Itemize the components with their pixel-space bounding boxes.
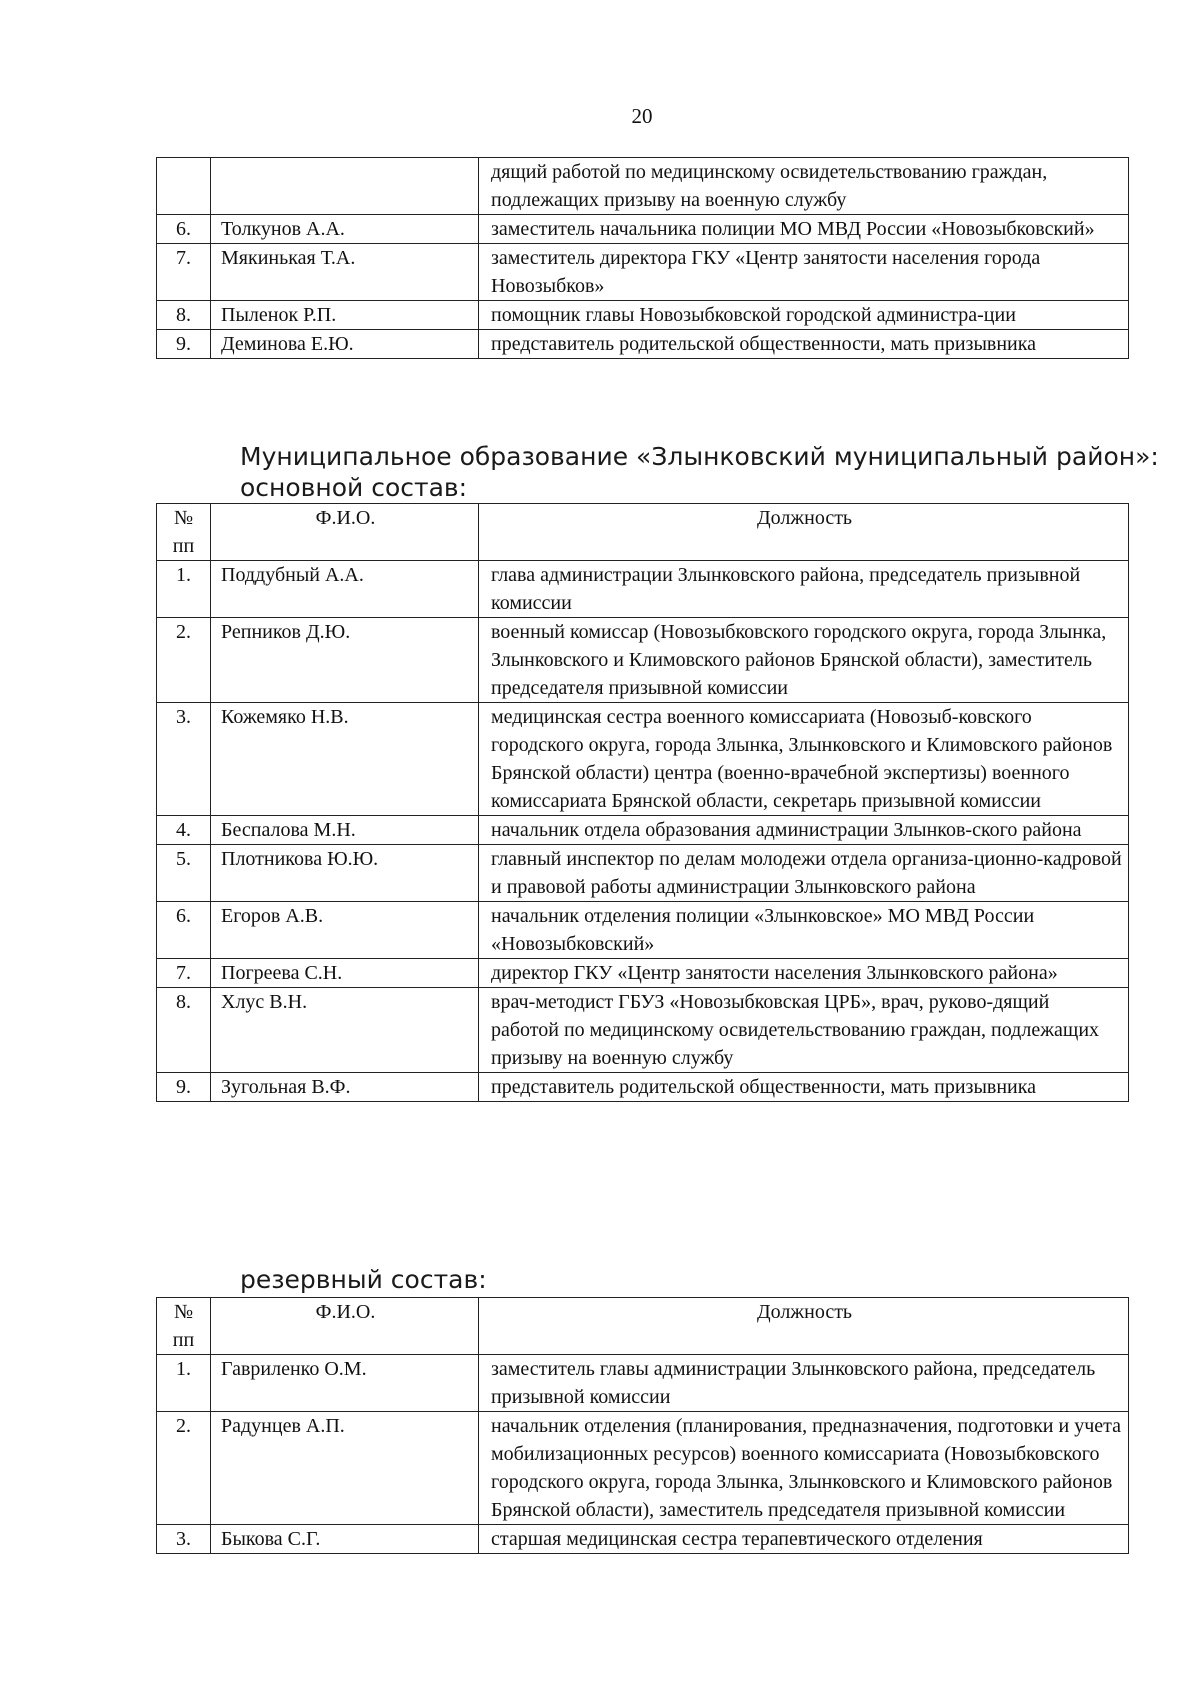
row-name: Беспалова М.Н. (211, 816, 479, 845)
header-number (157, 504, 211, 561)
table-row (157, 561, 1129, 618)
reserve-table (156, 1297, 1129, 1554)
header-position: Должность (479, 504, 1129, 561)
row-name: Мякинькая Т.А. (211, 244, 479, 301)
table-row (157, 988, 1129, 1073)
row-name: Деминова Е.Ю. (211, 330, 479, 359)
row-name: Быкова С.Г. (211, 1525, 479, 1554)
row-position: директор ГКУ «Центр занятости населения Злынковского района» (479, 959, 1129, 988)
row-position: начальник отделения (планирования, предназначения, подготовки и учета мобилизационных ресурсов) военного комиссариата (Новозыбковского городского округа, города Злынка, Злынковского и Климовского районов Брянской области), заместитель председателя призывной комиссии (479, 1412, 1129, 1525)
header-number-line2: пп (172, 1329, 195, 1351)
row-number: 9. (157, 1073, 211, 1102)
table-row (157, 1525, 1129, 1554)
row-name: Репников Д.Ю. (211, 618, 479, 703)
reserve-heading: резервный состав: (240, 1265, 487, 1294)
row-name: Зугольная В.Ф. (211, 1073, 479, 1102)
row-number: 1. (157, 1355, 211, 1412)
row-position: представитель родительской общественности, мать призывника (479, 330, 1129, 359)
row-number: 6. (157, 902, 211, 959)
row-number: 3. (157, 1525, 211, 1554)
row-number: 2. (157, 618, 211, 703)
table-row (157, 1412, 1129, 1525)
section-heading (240, 441, 1159, 503)
row-position: дящий работой по медицинскому освидетельствованию граждан, подлежащих призыву на военную службу (479, 158, 1129, 215)
row-number: 8. (157, 988, 211, 1073)
row-number: 6. (157, 215, 211, 244)
table-row (157, 703, 1129, 816)
header-number (157, 1298, 211, 1355)
table-row (157, 618, 1129, 703)
row-name: Пыленок Р.П. (211, 301, 479, 330)
row-name: Радунцев А.П. (211, 1412, 479, 1525)
header-position: Должность (479, 1298, 1129, 1355)
row-position: начальник отделения полиции «Злынковское» МО МВД России «Новозыбковский» (479, 902, 1129, 959)
row-position: врач-методист ГБУЗ «Новозыбковская ЦРБ», врач, руково-дящий работой по медицинскому освидетельствованию граждан, подлежащих призыву на военную службу (479, 988, 1129, 1073)
continuation-table (156, 157, 1129, 359)
row-number: 7. (157, 244, 211, 301)
table-row (157, 215, 1129, 244)
row-number: 9. (157, 330, 211, 359)
page-number: 20 (631, 104, 653, 128)
row-number: 8. (157, 301, 211, 330)
header-name: Ф.И.О. (211, 504, 479, 561)
header-number-line1: № (173, 1301, 194, 1323)
section-heading-line2: основной состав: (240, 473, 468, 502)
row-position: начальник отдела образования администрации Злынков-ского района (479, 816, 1129, 845)
row-position: заместитель директора ГКУ «Центр занятости населения города Новозыбков» (479, 244, 1129, 301)
table-row (157, 1355, 1129, 1412)
row-name: Егоров А.В. (211, 902, 479, 959)
header-number-line2: пп (172, 535, 195, 557)
row-position: старшая медицинская сестра терапевтического отделения (479, 1525, 1129, 1554)
row-position: заместитель главы администрации Злынковского района, председатель призывной комиссии (479, 1355, 1129, 1412)
row-name: Толкунов А.А. (211, 215, 479, 244)
table-row (157, 1073, 1129, 1102)
table-header-row (157, 504, 1129, 561)
row-position: помощник главы Новозыбковской городской администра-ции (479, 301, 1129, 330)
table-row (157, 244, 1129, 301)
row-name: Плотникова Ю.Ю. (211, 845, 479, 902)
row-position: военный комиссар (Новозыбковского городского округа, города Злынка, Злынковского и Климовского районов Брянской области), заместитель председателя призывной комиссии (479, 618, 1129, 703)
row-number (157, 158, 211, 215)
row-name (211, 158, 479, 215)
row-position: главный инспектор по делам молодежи отдела организа-ционно-кадровой и правовой работы администрации Злынковского района (479, 845, 1129, 902)
main-table (156, 503, 1129, 1102)
table-row (157, 816, 1129, 845)
row-name: Гавриленко О.М. (211, 1355, 479, 1412)
table-row (157, 902, 1129, 959)
table-row (157, 158, 1129, 215)
row-position: представитель родительской общественности, мать призывника (479, 1073, 1129, 1102)
row-number: 5. (157, 845, 211, 902)
row-position: заместитель начальника полиции МО МВД России «Новозыбковский» (479, 215, 1129, 244)
table-row (157, 330, 1129, 359)
table-row (157, 845, 1129, 902)
table-row (157, 959, 1129, 988)
header-name: Ф.И.О. (211, 1298, 479, 1355)
row-number: 2. (157, 1412, 211, 1525)
section-heading-line1: Муниципальное образование «Злынковский муниципальный район»: (240, 442, 1159, 471)
row-name: Поддубный А.А. (211, 561, 479, 618)
row-position: глава администрации Злынковского района, председатель призывной комиссии (479, 561, 1129, 618)
header-number-line1: № (173, 507, 194, 529)
row-number: 1. (157, 561, 211, 618)
table-row (157, 301, 1129, 330)
row-name: Погреева С.Н. (211, 959, 479, 988)
row-name: Хлус В.Н. (211, 988, 479, 1073)
row-position: медицинская сестра военного комиссариата (Новозыб-ковского городского округа, города Злынка, Злынковского и Климовского районов Брянской области) центра (военно-врачебной экспертизы) военного комиссариата Брянской области, секретарь призывной комиссии (479, 703, 1129, 816)
table-header-row (157, 1298, 1129, 1355)
row-number: 4. (157, 816, 211, 845)
row-number: 7. (157, 959, 211, 988)
row-name: Кожемяко Н.В. (211, 703, 479, 816)
row-number: 3. (157, 703, 211, 816)
